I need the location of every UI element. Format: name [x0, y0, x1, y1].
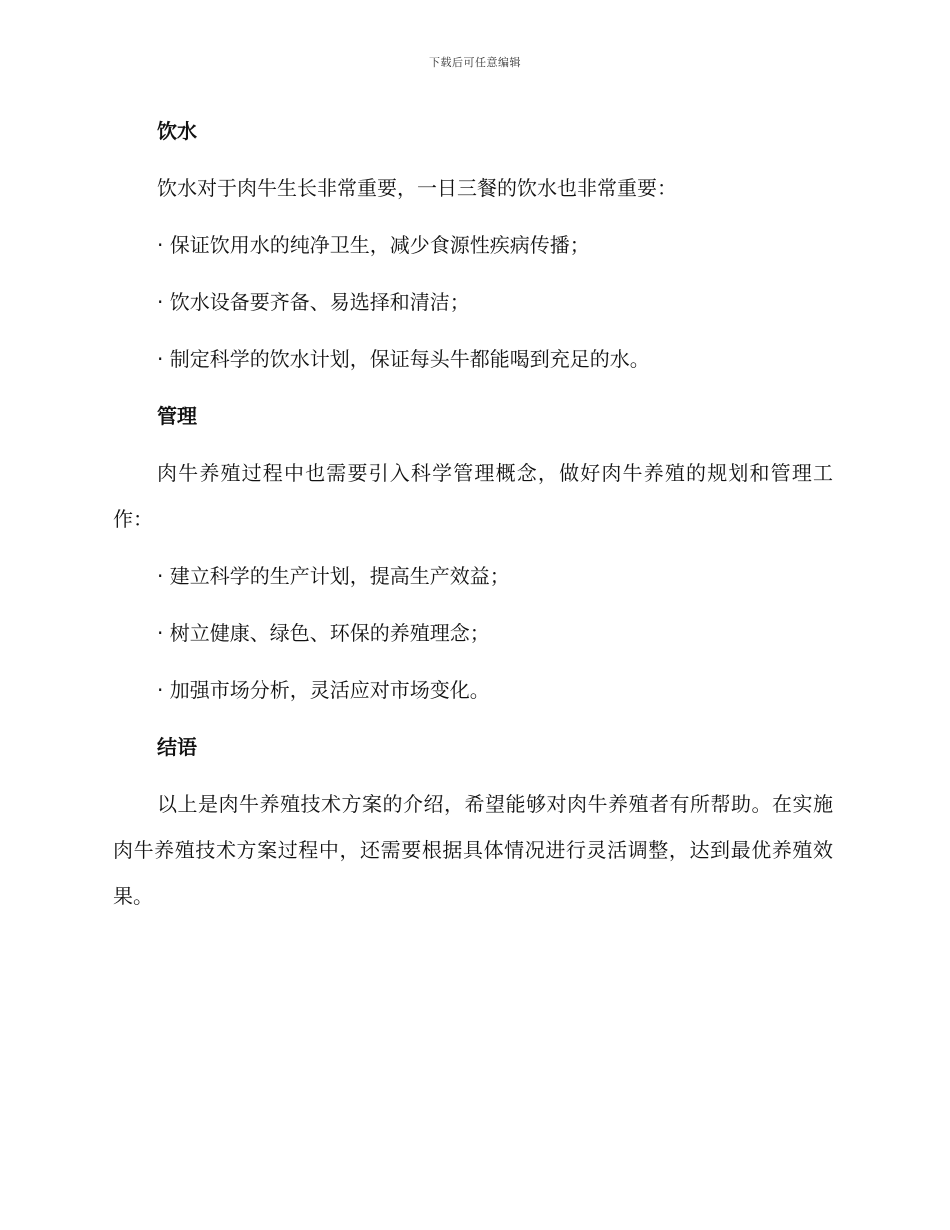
- management-bullet-3: · 加强市场分析，灵活应对市场变化。: [157, 678, 490, 702]
- water-intro-paragraph: 饮水对于肉牛生长非常重要，一日三餐的饮水也非常重要：: [157, 176, 677, 200]
- water-bullet-2: · 饮水设备要齐备、易选择和清洁；: [157, 290, 470, 314]
- page-header: 下载后可任意编辑: [429, 56, 521, 69]
- water-bullet-3: · 制定科学的饮水计划，保证每头牛都能喝到充足的水。: [157, 347, 650, 371]
- management-bullet-2: · 树立健康、绿色、环保的养殖理念；: [157, 621, 490, 645]
- section-heading-management: 管理: [157, 404, 197, 428]
- section-heading-conclusion: 结语: [157, 735, 197, 759]
- water-bullet-1: · 保证饮用水的纯净卫生，减少食源性疾病传播；: [157, 233, 590, 257]
- management-intro-paragraph: 肉牛养殖过程中也需要引入科学管理概念，做好肉牛养殖的规划和管理工作：: [113, 461, 833, 531]
- management-bullet-1: · 建立科学的生产计划，提高生产效益；: [157, 564, 510, 588]
- section-heading-water: 饮水: [157, 119, 197, 143]
- conclusion-paragraph: 以上是肉牛养殖技术方案的介绍，希望能够对肉牛养殖者有所帮助。在实施肉牛养殖技术方案过程中，还需要根据具体情况进行灵活调整，达到最优养殖效果。: [113, 792, 833, 908]
- document-body: [113, 108, 833, 930]
